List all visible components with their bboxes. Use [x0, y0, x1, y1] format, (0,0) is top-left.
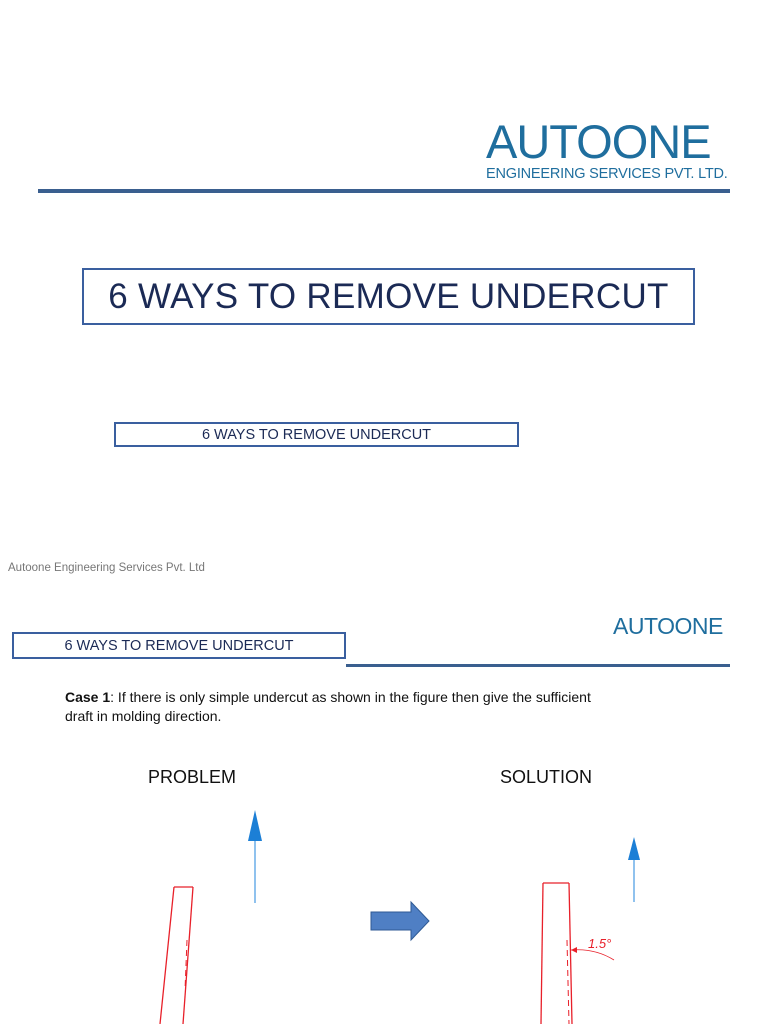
- slide-header-title: 6 WAYS TO REMOVE UNDERCUT: [12, 632, 346, 659]
- autoone-logo-large: [486, 116, 726, 182]
- solution-direction-arrow-icon: [628, 837, 640, 902]
- case-label: Case 1: [65, 689, 111, 705]
- case-description: [65, 688, 605, 726]
- solution-label: SOLUTION: [500, 767, 593, 787]
- logo-tagline: ENGINEERING SERVICES PVT. LTD.: [486, 166, 728, 182]
- problem-direction-arrow-icon: [248, 810, 262, 903]
- slide-header-divider: [346, 664, 730, 667]
- page-title: 6 WAYS TO REMOVE UNDERCUT: [82, 268, 695, 325]
- logo-brand-text: AUTOONE: [486, 115, 711, 168]
- process-arrow-icon: [371, 902, 429, 940]
- section-title: 6 WAYS TO REMOVE UNDERCUT: [114, 422, 519, 447]
- draft-angle-label: 1.5°: [588, 936, 612, 951]
- problem-part-sketch: [160, 887, 193, 1024]
- footer-company: Autoone Engineering Services Pvt. Ltd: [8, 562, 205, 574]
- autoone-logo-small: AUTOONE: [613, 613, 723, 639]
- solution-part-sketch: [541, 883, 614, 1024]
- header-divider: [38, 189, 730, 193]
- undercut-diagram: [0, 790, 768, 1024]
- problem-label: PROBLEM: [148, 767, 237, 787]
- case-body: : If there is only simple undercut as shown in the figure then give the sufficient draft in molding direction.: [65, 689, 591, 724]
